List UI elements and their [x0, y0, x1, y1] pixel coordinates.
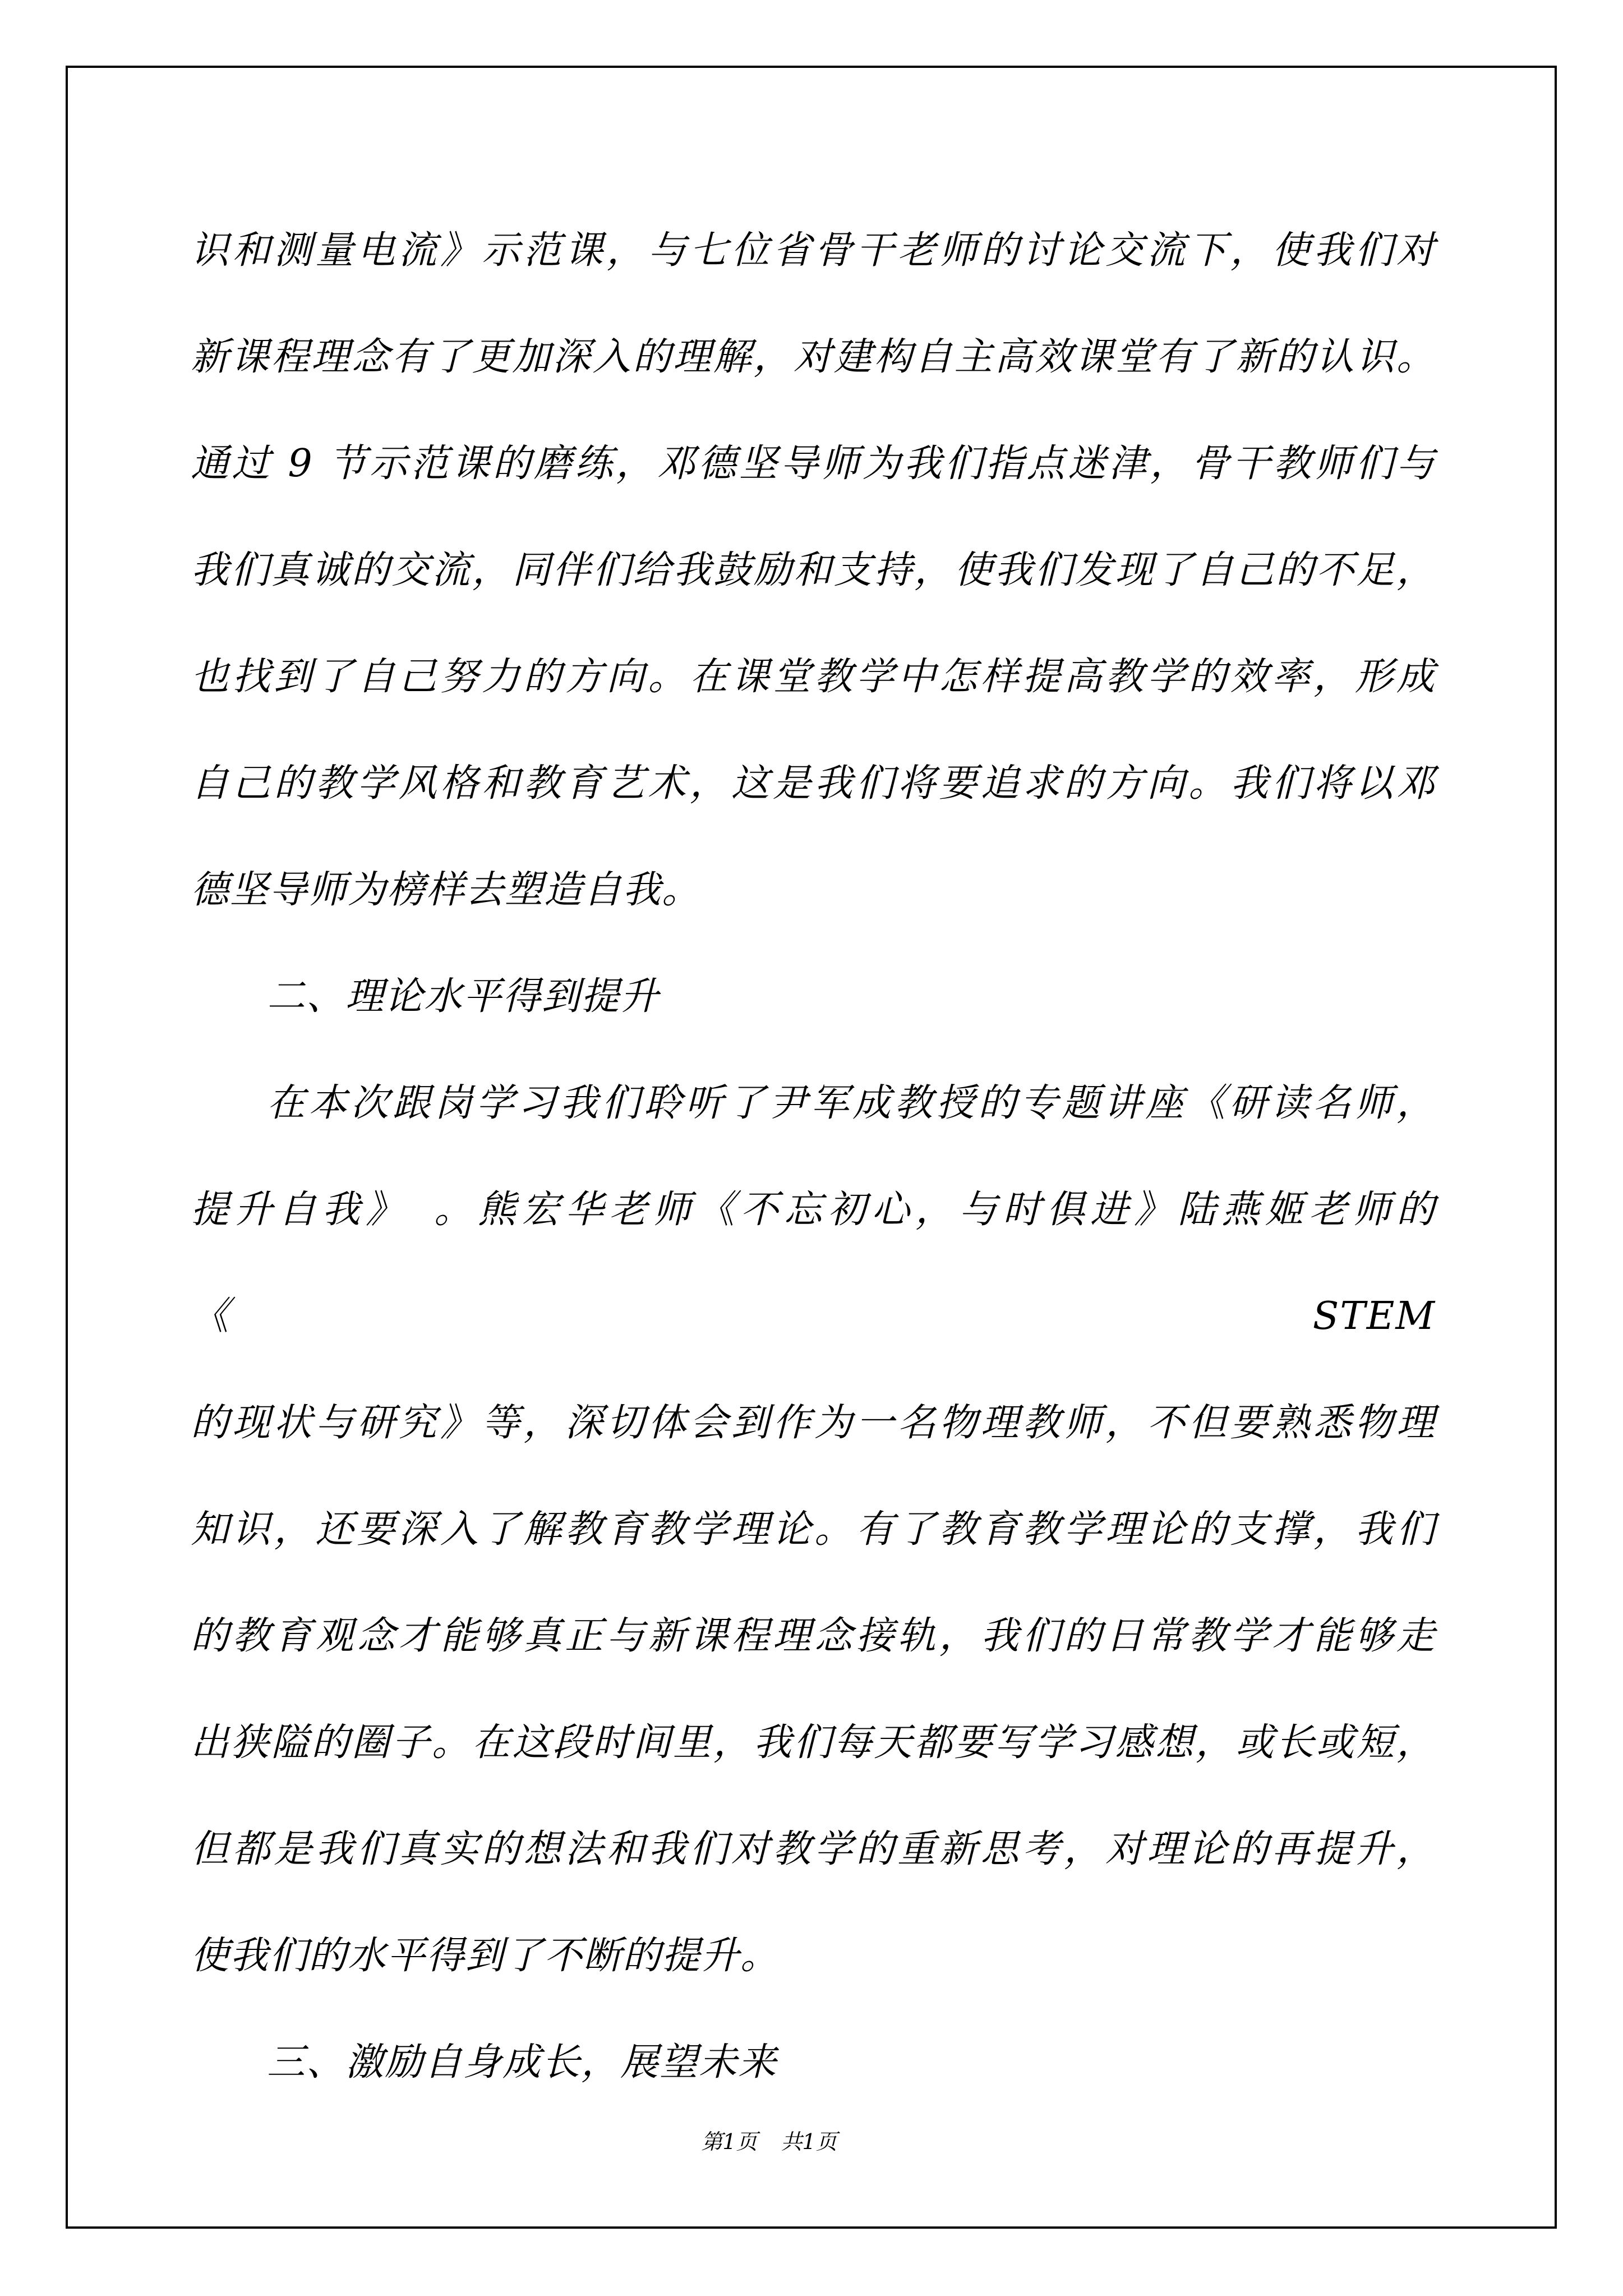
page-number-current: 第1页 [701, 2129, 758, 2154]
text-line: 通过 9 节示范课的磨练，邓德坚导师为我们指点迷津，骨干教师们与 [191, 441, 1436, 486]
text-line: 提升自我》 。熊宏华老师《不忘初心，与时俱进》陆燕姬老师的《STEM [191, 1188, 1436, 1338]
page-border [66, 66, 1557, 2229]
text-line: 也找到了自己努力的方向。在课堂教学中怎样提高教学的效率，形成 [191, 655, 1436, 699]
text-line: 二、理论水平得到提升 [267, 974, 660, 1019]
text-line: 使我们的水平得到了不断的提升。 [191, 1934, 780, 1978]
text-line: 我们真诚的交流，同伴们给我鼓励和支持，使我们发现了自己的不足， [191, 548, 1436, 592]
text-line: 的教育观念才能够真正与新课程理念接轨，我们的日常教学才能够走 [191, 1614, 1436, 1658]
text-line: 三、激励自身成长，展望未来 [267, 2040, 778, 2085]
text-line: 自己的教学风格和教育艺术，这是我们将要追求的方向。我们将以邓 [191, 761, 1436, 806]
text-line: 知识，还要深入了解教育教学理论。有了教育教学理论的支撑，我们 [191, 1507, 1436, 1552]
page-footer [68, 2126, 1555, 2157]
text-line: 但都是我们真实的想法和我们对教学的重新思考，对理论的再提升， [191, 1827, 1436, 1871]
footer-text [701, 2126, 837, 2157]
text-line: 的现状与研究》等，深切体会到作为一名物理教师，不但要熟悉物理 [191, 1401, 1436, 1445]
text-line: 新课程理念有了更加深入的理解，对建构自主高效课堂有了新的认识。 [191, 335, 1436, 379]
text-line: 在本次跟岗学习我们聆听了尹军成教授的专题讲座《研读名师， [267, 1081, 1436, 1125]
text-line: 识和测量电流》示范课，与七位省骨干老师的讨论交流下，使我们对 [191, 228, 1436, 273]
page-number-total: 共1页 [781, 2129, 837, 2154]
text-line: 德坚导师为榜样去塑造自我。 [191, 868, 702, 912]
text-line: 出狭隘的圈子。在这段时间里，我们每天都要写学习感想，或长或短， [191, 1720, 1436, 1765]
document-body [191, 197, 1436, 2116]
